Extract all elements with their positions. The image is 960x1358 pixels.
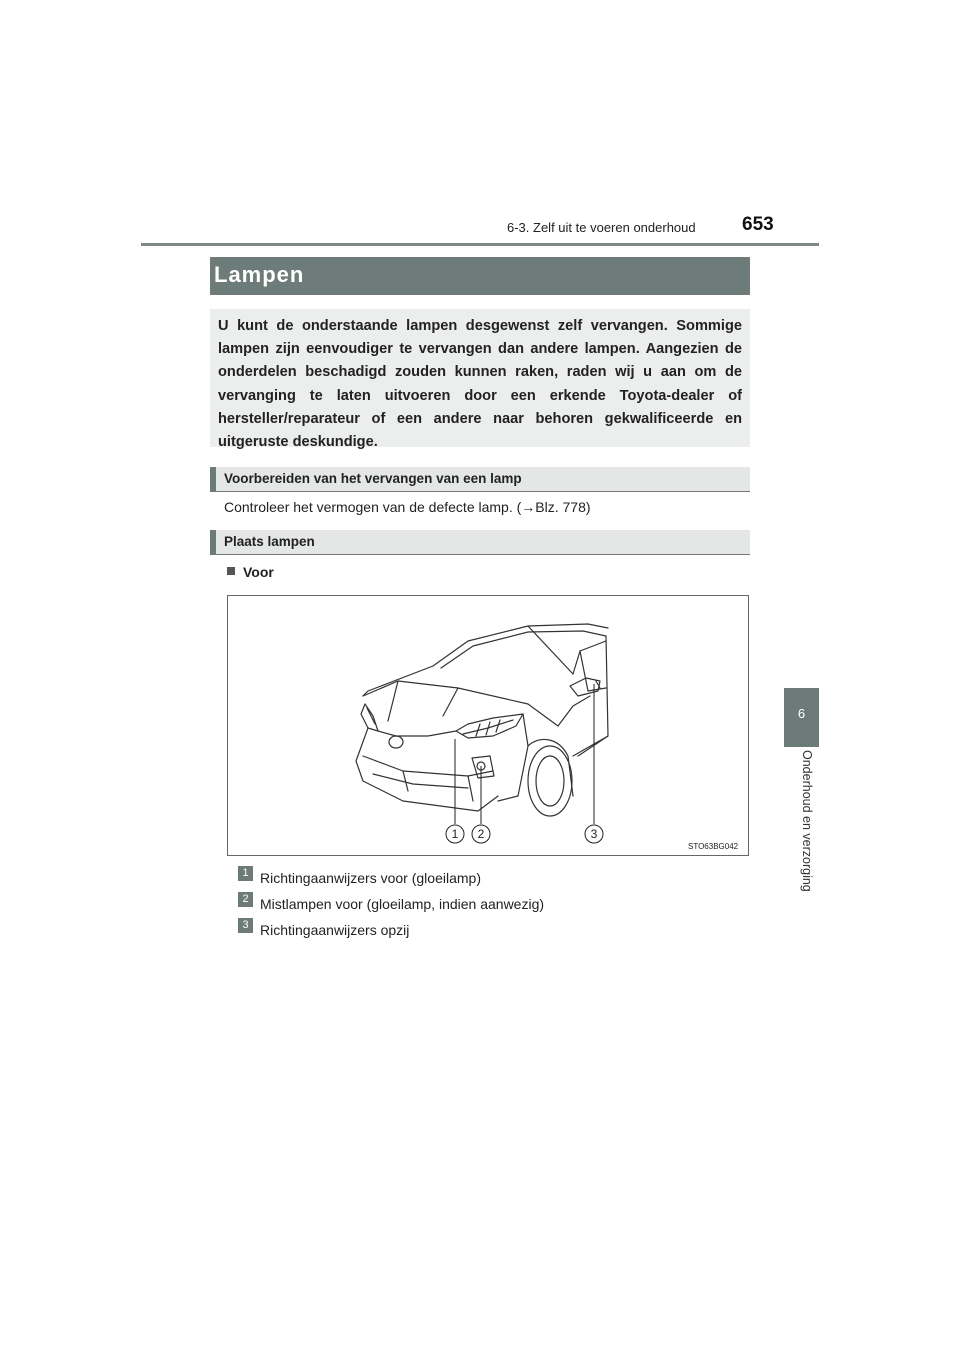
section-breadcrumb: 6-3. Zelf uit te voeren onderhoud xyxy=(507,220,696,235)
figure-code: STO63BG042 xyxy=(688,842,739,851)
page-title: Lampen xyxy=(214,262,305,287)
bullet-square-icon xyxy=(227,567,235,575)
section-heading-prep: Voorbereiden van het vervangen van een lamp xyxy=(224,471,522,486)
item-badge-3: 3 xyxy=(238,918,253,933)
car-front-illustration xyxy=(227,595,749,856)
callout-label-2: 2 xyxy=(477,827,485,841)
item-badge-2: 2 xyxy=(238,892,253,907)
car-drawing xyxy=(228,596,748,855)
item-badge-1: 1 xyxy=(238,866,253,881)
section-accent-locations xyxy=(210,530,216,555)
header-divider xyxy=(141,243,819,246)
chapter-label: Onderhoud en verzorging xyxy=(800,750,814,892)
chapter-number: 6 xyxy=(797,706,806,721)
callout-label-3: 3 xyxy=(590,827,598,841)
intro-box xyxy=(210,309,750,451)
callout-label-1: 1 xyxy=(451,827,459,841)
item-text-1: Richtingaanwijzers voor (gloeilamp) xyxy=(260,870,481,886)
section-accent-prep xyxy=(210,467,216,492)
subheading-voor: Voor xyxy=(243,564,274,580)
intro-text: U kunt de onderstaande lampen desgewenst zelf vervangen. Sommige lampen zijn eenvoudiger te vervangen dan andere lampen. Aangezien de onderdelen beschadigd zouden kunnen raken, raden wij u aan om de vervanging te laten uitvoeren door een erkende Toyota-dealer of hersteller/reparateur of een andere naar behoren gekwalificeerde en uitgeruste deskundige. xyxy=(218,318,742,451)
section-heading-locations: Plaats lampen xyxy=(224,534,315,549)
item-text-2: Mistlampen voor (gloeilamp, indien aanwezig) xyxy=(260,896,545,912)
item-text-3: Richtingaanwijzers opzij xyxy=(260,922,410,938)
prep-instruction: Controleer het vermogen van de defecte lamp. (→Blz. 778) xyxy=(224,499,591,515)
page-number: 653 xyxy=(742,214,774,235)
